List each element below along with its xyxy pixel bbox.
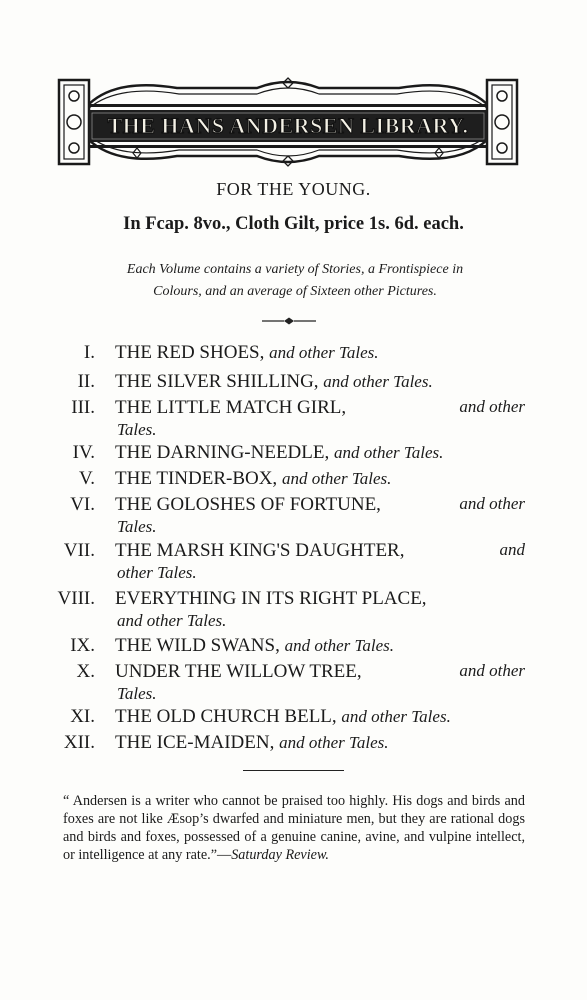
volume-number: III. [71,397,95,418]
volume-title: THE TINDER-BOX, [115,468,278,489]
volume-title: THE SILVER SHILLING, [115,371,319,392]
volume-line-cont [117,683,157,705]
volume-number: II. [77,371,95,392]
section-divider [243,770,344,771]
volume-suffix: and other Tales. [269,343,379,362]
volume-line [115,468,391,490]
description-line-1: Each Volume contains a variety of Stories, a Frontispiece in [126,262,464,277]
volume-number: VIII. [57,588,95,609]
volume-line-cont [117,516,157,538]
volume-number: XI. [70,706,95,727]
volume-title: UNDER THE WILLOW TREE, [115,661,362,682]
volume-title: THE ICE-MAIDEN, [115,732,275,753]
volume-line [115,661,525,683]
volume-suffix: and [499,540,525,559]
volume-line [115,371,433,393]
volume-number: IX. [70,635,95,656]
volume-line [115,540,525,562]
series-description [60,259,530,303]
volume-number: XII. [63,732,95,753]
volume-suffix: and other Tales. [281,469,392,488]
volume-suffix: and other Tales. [323,372,433,391]
quote-attribution: Saturday Review. [231,847,329,863]
volume-suffix: and other Tales. [279,733,389,752]
quote-text: “ Andersen is a writer who cannot be praised too highly. His dogs and birds and foxes are not like Æsop’s dwarfed and miniature men, but they are rational dogs and birds and foxes, possessed of a genuine canine, avine, and vulpine intellect, or intelligence at any rate.”— [63,793,525,863]
volume-number: VII. [63,540,95,561]
banner-title: THE HANS ANDERSEN LIBRARY. [107,113,469,138]
price-line: In Fcap. 8vo., Cloth Gilt, price 1s. 6d. each. [123,214,464,234]
volume-number: X. [76,661,95,682]
volume-title: EVERYTHING IN ITS RIGHT PLACE, [115,588,427,609]
volume-line [115,635,394,657]
volume-line [115,397,525,419]
volume-title: THE OLD CHURCH BELL, [115,706,337,727]
volume-number: VI. [70,494,95,515]
volume-continuation: Tales. [117,420,157,439]
volume-number: I. [83,342,95,363]
volume-line-cont [117,610,226,632]
volume-line-cont [117,419,157,441]
volume-line-cont [117,562,197,584]
volume-continuation: and other Tales. [117,611,227,630]
volume-line [115,342,379,364]
library-banner [57,74,519,170]
volume-title: THE DARNING-NEEDLE, [115,442,330,463]
volume-title: THE MARSH KING'S DAUGHTER, [115,540,405,561]
volume-line [115,442,443,464]
volume-line [115,494,525,516]
volume-continuation: Tales. [117,684,157,703]
review-quote [63,792,525,864]
volume-suffix: and other [459,397,525,416]
volume-title: THE RED SHOES, [115,342,265,363]
volume-suffix: and other Tales. [333,443,444,462]
volume-line [115,732,389,754]
volume-number: IV. [72,442,95,463]
volume-continuation: Tales. [117,517,157,536]
volume-line [115,588,525,610]
volume-suffix: and other Tales. [341,707,451,726]
divider-ornament [262,316,316,326]
volume-line [115,706,451,728]
volume-suffix: and other [459,494,525,513]
description-line-2: Colours, and an average of Sixteen other Pictures. [153,284,437,299]
subtitle: FOR THE YOUNG. [216,179,371,199]
volume-suffix: and other Tales. [284,636,395,655]
volume-suffix: and other [459,661,525,680]
volume-title: THE GOLOSHES OF FORTUNE, [115,494,381,515]
volume-continuation: other Tales. [117,563,197,582]
volume-title: THE WILD SWANS, [115,635,280,656]
volume-number: V. [78,468,95,489]
volume-title: THE LITTLE MATCH GIRL, [115,397,347,418]
